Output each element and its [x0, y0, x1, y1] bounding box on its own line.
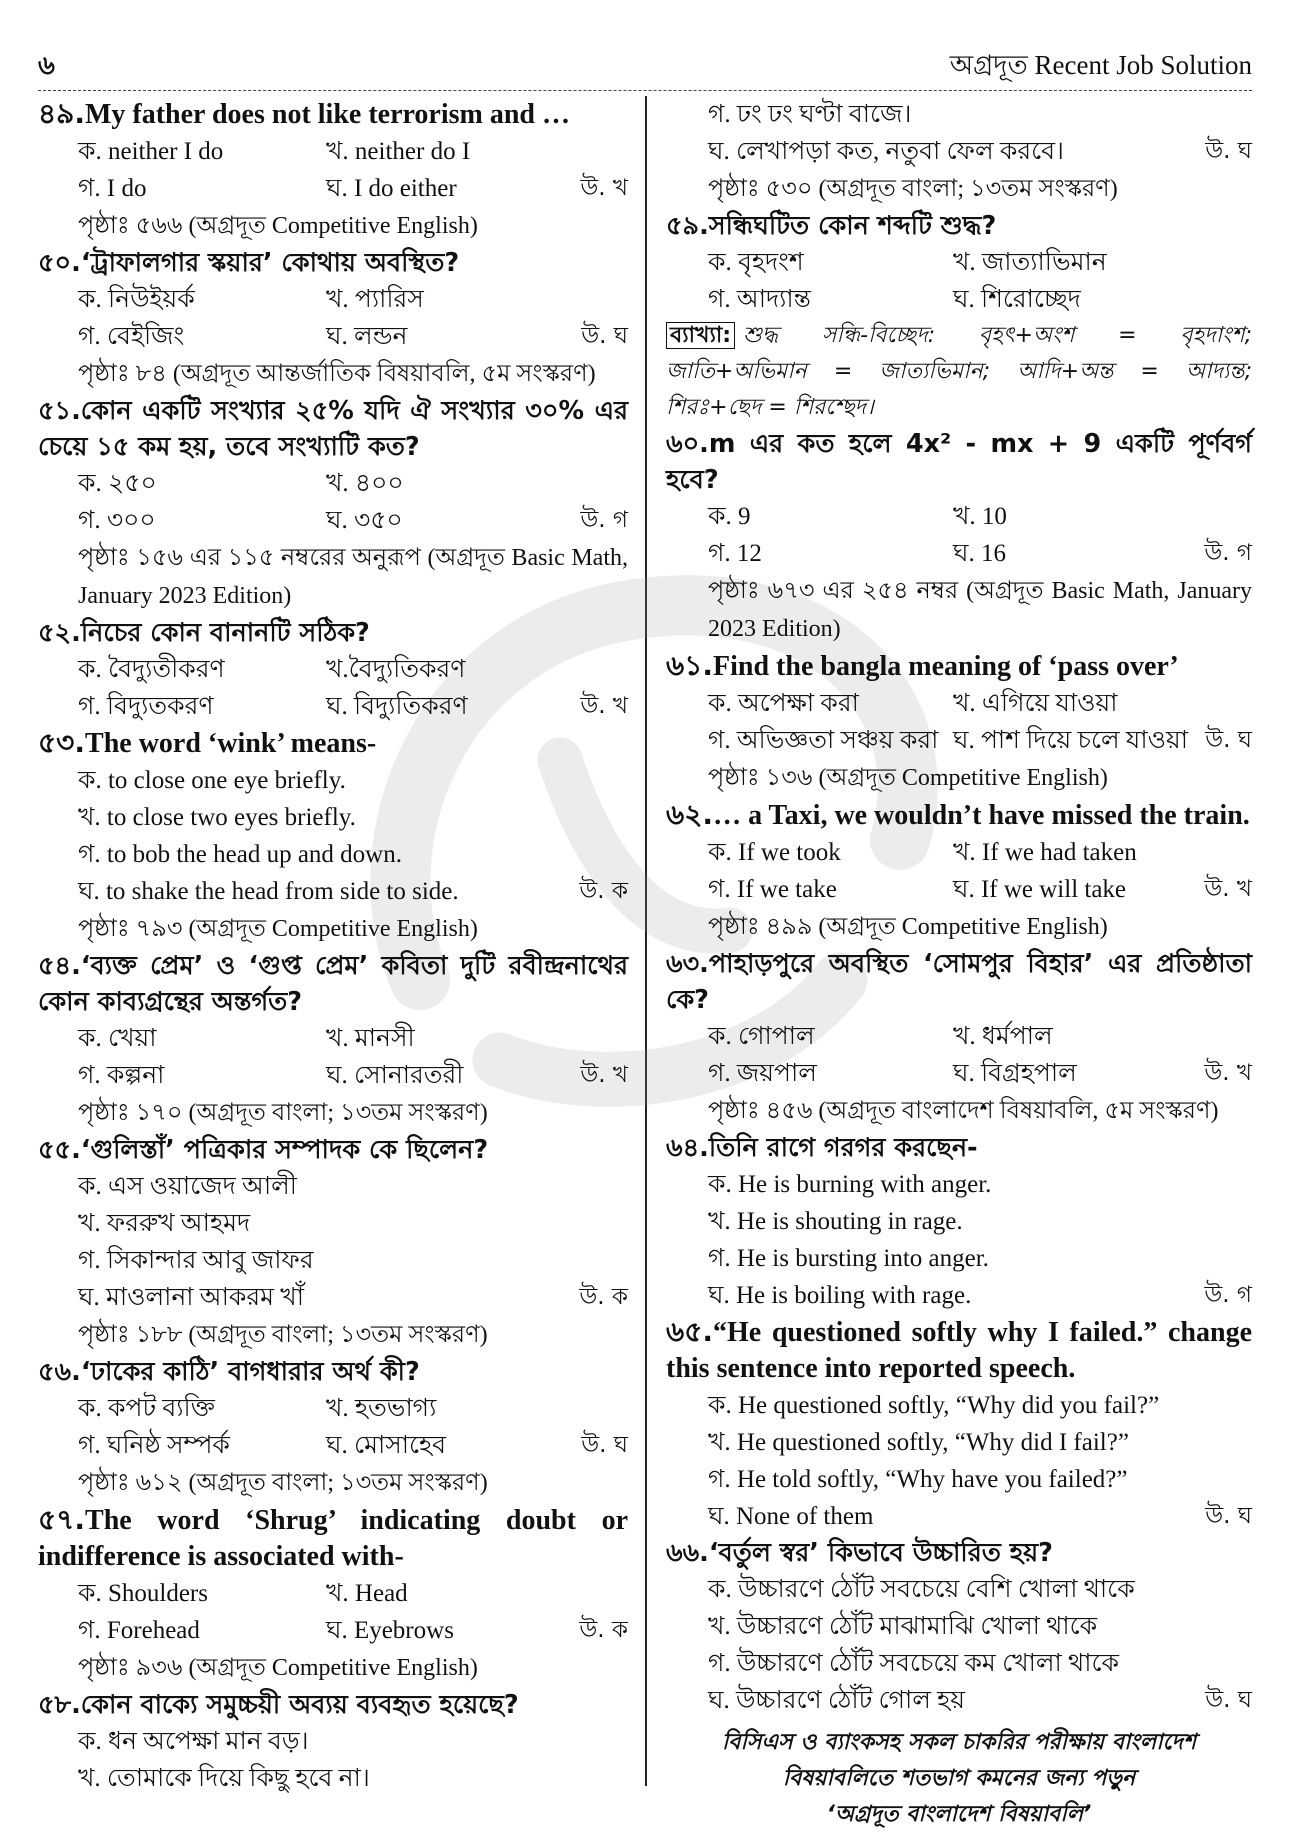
- question-label: সন্ধিঘটিত কোন শব্দটি শুদ্ধ?: [708, 211, 997, 241]
- options-grid: [666, 498, 1252, 572]
- answer-label: [568, 465, 628, 502]
- option: ক. Shoulders: [78, 1580, 208, 1607]
- option: ক. If we took: [708, 839, 841, 866]
- options-list: [666, 1387, 1252, 1535]
- options-list: [38, 762, 628, 910]
- option: খ. ধর্মপাল: [953, 1023, 1053, 1050]
- question-label: The word ‘Shrug’ indicating doubt or indifference is associated with-: [38, 1505, 628, 1572]
- question-text: [38, 948, 628, 1020]
- right-column: [666, 96, 1252, 1833]
- option: খ.বৈদ্যুতিকরণ: [326, 656, 466, 683]
- option: ঘ. ৩৫০: [326, 507, 403, 534]
- option: খ. প্যারিস: [326, 286, 424, 313]
- option: গ. উচ্চারণে ঠোঁট সবচেয়ে কম খোলা থাকে: [708, 1650, 1119, 1677]
- option: ক. He questioned softly, “Why did you fail?”: [708, 1392, 1160, 1419]
- option: গ. বেইজিং: [78, 323, 185, 350]
- option: গ. আদ্যান্ত: [708, 286, 811, 313]
- question-label: My father does not like terrorism and …: [84, 99, 571, 130]
- question-block: [666, 1314, 1252, 1535]
- question-label: Find the bangla meaning of ‘pass over’: [713, 651, 1179, 682]
- question-block: [666, 648, 1252, 797]
- options-list: [666, 1571, 1252, 1719]
- advertisement-line: বিষয়াবলিতে শতভাগ কমনের জন্য পড়ুন: [782, 1766, 1136, 1791]
- question-text: [38, 615, 628, 651]
- option: খ. উচ্চারণে ঠোঁট মাঝামাঝি খোলা থাকে: [708, 1613, 1098, 1640]
- source-reference: পৃষ্ঠাঃ ১৮৮ (অগ্রদূত বাংলা; ১৩তম সংস্করণ): [78, 1322, 488, 1348]
- option: ঘ. মাওলানা আকরম খাঁ: [78, 1284, 304, 1311]
- answer-label: [1192, 244, 1252, 281]
- question-label: ‘গুলিস্তাঁ’ পত্রিকার সম্পাদক কে ছিলেন?: [80, 1135, 489, 1165]
- option: ঘ. মোসাহেব: [326, 1432, 447, 1459]
- question-number: ৬১.: [666, 649, 714, 682]
- answer-label: [1192, 1645, 1252, 1682]
- question-number: ৫৮.: [38, 1690, 81, 1720]
- source-reference: পৃষ্ঠাঃ ৯৩৬ (অগ্রদূত Competitive English): [78, 1655, 478, 1681]
- question-text: [666, 1535, 1252, 1571]
- option: ঘ. লেখাপড়া কত, নতুবা ফেল করবে।: [708, 138, 1064, 165]
- option: খ. ৪০০: [326, 470, 404, 497]
- options-grid: [666, 1018, 1252, 1092]
- question-text: [38, 1502, 628, 1575]
- question-block: [38, 1132, 628, 1354]
- option: খ. to close two eyes briefly.: [78, 804, 356, 831]
- question-block: [38, 615, 628, 725]
- answer-label: [568, 651, 628, 688]
- option: গ. ঢং ঢং ঘণ্টা বাজে।: [708, 101, 912, 128]
- question-number: ৫৭.: [38, 1503, 86, 1536]
- question-label: … a Taxi, we wouldn’t have missed the train.: [713, 800, 1250, 831]
- option: ক. neither I do: [78, 138, 224, 165]
- answer-label: [1192, 1203, 1252, 1240]
- option: গ. অভিজ্ঞতা সঞ্চয় করা: [708, 727, 939, 754]
- question-block: [666, 797, 1252, 946]
- option: খ. He questioned softly, “Why did I fail?”: [708, 1429, 1129, 1456]
- answer-label: [1192, 1424, 1252, 1461]
- question-number: ৪৯.: [38, 97, 85, 130]
- question-number: ৬৪.: [666, 1133, 709, 1163]
- question-block: [38, 948, 628, 1132]
- option: ঘ. বিদ্যুতিকরণ: [326, 693, 468, 720]
- question-number: ৫৯.: [666, 211, 709, 241]
- option: ঘ. শিরোচ্ছেদ: [953, 286, 1081, 313]
- option: খ. He is shouting in rage.: [708, 1208, 963, 1235]
- answer-label: উ. ঘ: [1205, 138, 1252, 164]
- option: খ. ফররুখ আহমদ: [78, 1210, 251, 1237]
- explanation-label: ব্যাখ্যা:: [666, 322, 735, 349]
- source-reference: পৃষ্ঠাঃ ১৩৬ (অগ্রদূত Competitive English): [708, 765, 1108, 791]
- question-number: ৬৬.: [666, 1538, 709, 1568]
- question-number: ৬২.: [666, 798, 714, 831]
- option: খ. জাত্যাভিমান: [953, 249, 1107, 276]
- advertisement-line: ‘অগ্রদূত বাংলাদেশ বিষয়াবলি’: [826, 1802, 1092, 1827]
- option: গ. সিকান্দার আবু জাফর: [78, 1247, 314, 1274]
- option: গ. Forehead: [78, 1617, 200, 1644]
- question-text: [666, 797, 1252, 834]
- answer-label: [568, 799, 628, 836]
- option: ক. to close one eye briefly.: [78, 767, 346, 794]
- question-text: [38, 1132, 628, 1168]
- option: ঘ. পাশ দিয়ে চলে যাওয়া: [953, 727, 1188, 754]
- option: খ. তোমাকে দিয়ে কিছু হবে না।: [78, 1765, 370, 1792]
- question-label: কোন একটি সংখ্যার ২৫% যদি ঐ সংখ্যার ৩০% এর চেয়ে ১৫ কম হয়, তবে সংখ্যাটি কত?: [38, 396, 628, 462]
- question-label: পাহাড়পুরে অবস্থিত ‘সোমপুর বিহার’ এর প্রতিষ্ঠাতা কে?: [666, 949, 1252, 1015]
- answer-label: [568, 1168, 628, 1205]
- option: ক. বৈদ্যুতীকরণ: [78, 656, 225, 683]
- options-grid: [38, 651, 628, 725]
- answer-label: উ. গ: [580, 507, 628, 533]
- question-block: [38, 245, 628, 393]
- source-reference: পৃষ্ঠাঃ ৮৪ (অগ্রদূত আন্তর্জাতিক বিষয়াবলি, ৫ম সংস্করণ): [78, 361, 596, 387]
- option: ক. খেয়া: [78, 1025, 157, 1052]
- source-reference: পৃষ্ঠাঃ ৪৫৬ (অগ্রদূত বাংলাদেশ বিষয়াবলি, ৫ম সংস্করণ): [708, 1098, 1219, 1124]
- option: গ. He told softly, “Why have you failed?”: [708, 1466, 1128, 1493]
- options-grid: [666, 834, 1252, 908]
- option: ক. ধন অপেক্ষা মান বড়।: [78, 1728, 309, 1755]
- answer-label: উ. খ: [580, 693, 628, 719]
- source-reference: পৃষ্ঠাঃ ৬৭৩ এর ২৫৪ নম্বর (অগ্রদূত Basic Math, January 2023 Edition): [708, 578, 1252, 642]
- question-number: ৫১.: [38, 396, 81, 426]
- source-reference: পৃষ্ঠাঃ ৫৩০ (অগ্রদূত বাংলা; ১৩তম সংস্করণ): [708, 176, 1118, 202]
- options-grid: [38, 1575, 628, 1649]
- answer-label: [568, 1020, 628, 1057]
- answer-label: [1192, 834, 1252, 871]
- column-divider: [645, 96, 647, 1786]
- answer-label: উ. ক: [579, 1617, 628, 1643]
- answer-label: [1192, 1608, 1252, 1645]
- source-reference: পৃষ্ঠাঃ ১৫৬ এর ১১৫ নম্বরের অনুরূপ (অগ্রদূত Basic Math, January 2023 Edition): [78, 545, 628, 609]
- page-number: ৬: [38, 51, 55, 80]
- answer-label: [568, 1205, 628, 1242]
- option: গ. বিদ্যুতকরণ: [78, 693, 214, 720]
- answer-label: [568, 1723, 628, 1760]
- question-label: ‘ব্যক্ত প্রেম’ ও ‘গুপ্ত প্রেম’ কবিতা দুটি রবীন্দ্রনাথের কোন কাব্যগ্রন্থের অন্তর্গত?: [38, 951, 628, 1017]
- option: গ. He is bursting into anger.: [708, 1245, 989, 1272]
- answer-label: উ. খ: [580, 1062, 628, 1088]
- question-number: ৫৩.: [38, 726, 86, 759]
- option: গ. ৩০০: [78, 507, 156, 534]
- answer-label: [1192, 498, 1252, 535]
- answer-label: [1192, 1018, 1252, 1055]
- option: ঘ. I do either: [326, 175, 457, 202]
- answer-label: উ. গ: [1204, 1282, 1252, 1308]
- answer-label: [1192, 1571, 1252, 1608]
- question-label: ‘ট্রাফালগার স্কয়ার’ কোথায় অবস্থিত?: [80, 248, 460, 278]
- answer-label: উ. খ: [580, 175, 628, 201]
- option: ক. He is burning with anger.: [708, 1171, 992, 1198]
- answer-label: [1192, 1166, 1252, 1203]
- question-block: [38, 1354, 628, 1502]
- page-header: [38, 44, 1252, 91]
- question-label: The word ‘wink’ means-: [85, 728, 377, 759]
- options-grid: [666, 685, 1252, 759]
- answer-label: [1192, 1387, 1252, 1424]
- answer-label: উ. ঘ: [1205, 1503, 1252, 1529]
- source-reference: পৃষ্ঠাঃ ৬১২ (অগ্রদূত বাংলা; ১৩তম সংস্করণ): [78, 1470, 488, 1496]
- option: ক. 9: [708, 503, 751, 530]
- question-block: [666, 1535, 1252, 1719]
- question-block: [666, 96, 1252, 208]
- options-grid: [38, 1020, 628, 1094]
- answer-label: উ. ক: [579, 1284, 628, 1310]
- option: ক. ২৫০: [78, 470, 157, 497]
- question-label: m এর কত হলে 4x² - mx + 9 একটি পূর্ণবর্গ হবে?: [666, 429, 1252, 495]
- answer-label: উ. গ: [1204, 540, 1252, 566]
- book-title: অগ্রদূত Recent Job Solution: [949, 49, 1252, 80]
- option: ক. উচ্চারণে ঠোঁট সবচেয়ে বেশি খোলা থাকে: [708, 1576, 1135, 1603]
- question-text: [666, 1130, 1252, 1166]
- question-label: ‘বর্তুল স্বর’ কিভাবে উচ্চারিত হয়?: [708, 1538, 1053, 1568]
- question-text: [38, 96, 628, 133]
- question-number: ৬৩.: [666, 949, 709, 979]
- answer-label: উ. ঘ: [581, 323, 628, 349]
- explanation: [666, 318, 1252, 426]
- option: খ. If we had taken: [953, 839, 1137, 866]
- answer-label: [1192, 1240, 1252, 1277]
- answer-label: উ. ঘ: [1205, 1687, 1252, 1713]
- option: ঘ. লন্ডন: [326, 323, 408, 350]
- question-block: [38, 1502, 628, 1687]
- question-text: [666, 426, 1252, 498]
- question-number: ৬৫.: [666, 1315, 714, 1348]
- question-text: [666, 1314, 1252, 1387]
- question-block: [38, 96, 628, 245]
- option: গ. I do: [78, 175, 147, 202]
- option: ঘ. 16: [953, 540, 1006, 567]
- question-text: [38, 725, 628, 762]
- question-block: [666, 426, 1252, 648]
- option: ক. কপট ব্যক্তি: [78, 1395, 215, 1422]
- option: ক. এস ওয়াজেদ আলী: [78, 1173, 297, 1200]
- option: ঘ. বিগ্রহপাল: [953, 1060, 1077, 1087]
- option: গ. 12: [708, 540, 762, 567]
- explanation-text: শুদ্ধ সন্ধি-বিচ্ছেদ: বৃহৎ+অংশ = বৃহদাংশ; জাতি+অভিমান = জাত্যভিমান; আদি+অন্ত = আদ্যন্ত; শিরঃ+ছেদ = শিরশ্ছেদ।: [666, 323, 1252, 420]
- answer-label: উ. খ: [1204, 1060, 1252, 1086]
- question-block: [666, 1130, 1252, 1314]
- question-text: [38, 393, 628, 465]
- answer-label: [568, 1575, 628, 1612]
- answer-label: উ. ঘ: [1205, 727, 1252, 753]
- source-reference: পৃষ্ঠাঃ ১৭০ (অগ্রদূত বাংলা; ১৩তম সংস্করণ): [78, 1100, 488, 1126]
- option: গ. ঘনিষ্ঠ সম্পর্ক: [78, 1432, 230, 1459]
- question-block: [38, 393, 628, 615]
- option: গ. to bob the head up and down.: [78, 841, 402, 868]
- question-number: ৫০.: [38, 248, 81, 278]
- answer-label: উ. ঘ: [581, 1432, 628, 1458]
- question-block: [666, 946, 1252, 1130]
- answer-label: [568, 1242, 628, 1279]
- answer-label: [568, 133, 628, 170]
- source-reference: পৃষ্ঠাঃ ৭৯৩ (অগ্রদূত Competitive English): [78, 916, 478, 942]
- option: ক. অপেক্ষা করা: [708, 690, 859, 717]
- option: ক. নিউইয়র্ক: [78, 286, 195, 313]
- question-number: ৫২.: [38, 618, 81, 648]
- options-grid: [38, 281, 628, 355]
- question-text: [666, 208, 1252, 244]
- question-text: [38, 1354, 628, 1390]
- question-text: [666, 648, 1252, 685]
- option: ঘ. None of them: [708, 1503, 874, 1530]
- options-list: [38, 1723, 628, 1797]
- question-text: [666, 946, 1252, 1018]
- answer-label: [1192, 96, 1252, 133]
- answer-label: [1192, 685, 1252, 722]
- question-text: [38, 1687, 628, 1723]
- question-label: নিচের কোন বানানটি সঠিক?: [80, 618, 370, 648]
- option: ঘ. He is boiling with rage.: [708, 1282, 972, 1309]
- answer-label: উ. ক: [579, 878, 628, 904]
- question-text: [38, 245, 628, 281]
- question-label: তিনি রাগে গরগর করছেন-: [708, 1133, 978, 1163]
- options-grid: [38, 1390, 628, 1464]
- options-list: [666, 1166, 1252, 1314]
- answer-label: [568, 281, 628, 318]
- option: খ. এগিয়ে যাওয়া: [953, 690, 1118, 717]
- answer-label: উ. খ: [1204, 876, 1252, 902]
- option: গ. জয়পাল: [708, 1060, 817, 1087]
- option: খ. হতভাগ্য: [326, 1395, 437, 1422]
- option: গ. If we take: [708, 876, 837, 903]
- option: খ. মানসী: [326, 1025, 415, 1052]
- answer-label: [568, 836, 628, 873]
- source-reference: পৃষ্ঠাঃ ৪৯৯ (অগ্রদূত Competitive English): [708, 914, 1108, 940]
- answer-label: [568, 762, 628, 799]
- question-label: “He questioned softly why I failed.” change this sentence into reported speech.: [666, 1317, 1252, 1384]
- source-reference: পৃষ্ঠাঃ ৫৬৬ (অগ্রদূত Competitive English): [78, 213, 478, 239]
- answer-label: [1192, 1461, 1252, 1498]
- options-grid: [38, 133, 628, 207]
- option: খ. Head: [326, 1580, 408, 1607]
- question-block: [38, 725, 628, 948]
- option: ঘ. Eyebrows: [326, 1617, 454, 1644]
- answer-label: [568, 1390, 628, 1427]
- question-label: ‘ঢাকের কাঠি’ বাগধারার অর্থ কী?: [80, 1357, 420, 1387]
- option: ক. গোপাল: [708, 1023, 815, 1050]
- answer-label: [568, 1760, 628, 1797]
- option: খ. 10: [953, 503, 1007, 530]
- left-column: [38, 96, 628, 1797]
- question-number: ৫৪.: [38, 951, 81, 981]
- options-list: [666, 96, 1252, 170]
- question-number: ৫৫.: [38, 1135, 81, 1165]
- options-grid: [38, 465, 628, 539]
- option: ক. বৃহদংশ: [708, 249, 804, 276]
- question-label: কোন বাক্যে সমুচ্চয়ী অব্যয় ব্যবহৃত হয়েছে?: [80, 1690, 519, 1720]
- option: গ. কল্পনা: [78, 1062, 165, 1089]
- options-list: [38, 1168, 628, 1316]
- question-number: ৫৬.: [38, 1357, 81, 1387]
- option: ঘ. উচ্চারণে ঠোঁট গোল হয়: [708, 1687, 966, 1714]
- question-block: [38, 1687, 628, 1797]
- question-block: [666, 208, 1252, 426]
- option: ঘ. If we will take: [953, 876, 1127, 903]
- advertisement-line: বিসিএস ও ব্যাংকসহ সকল চাকরির পরীক্ষায় বাংলাদেশ: [722, 1730, 1196, 1755]
- question-number: ৬০.: [666, 429, 709, 459]
- answer-label: [1192, 281, 1252, 318]
- option: ঘ. সোনারতরী: [326, 1062, 464, 1089]
- options-grid: [666, 244, 1252, 318]
- option: খ. neither do I: [326, 138, 471, 165]
- option: ঘ. to shake the head from side to side.: [78, 878, 459, 905]
